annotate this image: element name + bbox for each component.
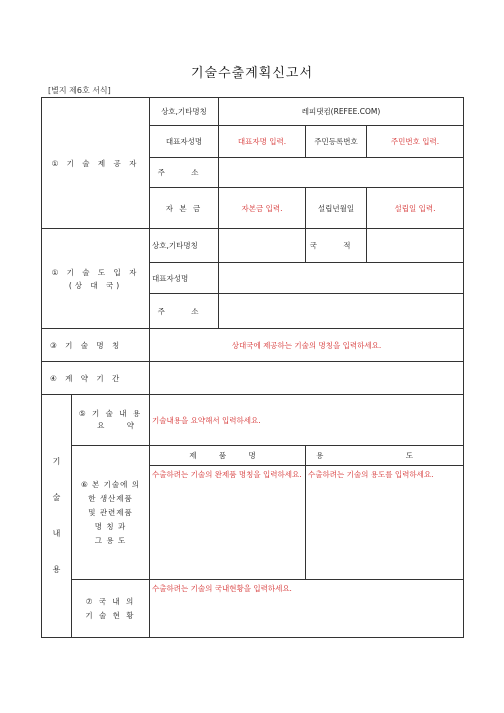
tech-name-label: ③ 기 술 명 칭 [42, 329, 150, 362]
products-label-line4: 명 칭 과 [94, 521, 127, 531]
tech-summary-label-line2: 요 약 [97, 421, 144, 430]
importer-country-label: 국 적 [306, 229, 367, 263]
importer-rep-label: 대표자성명 [150, 263, 219, 294]
vertical-char-3: 내 [52, 529, 61, 538]
importer-country-value[interactable] [367, 229, 464, 263]
importer-company-value[interactable] [219, 229, 306, 263]
importer-section-title: ① 기 술 도 입 자 [51, 267, 140, 277]
tech-name-value[interactable]: 상대국에 제공하는 기술의 명칭을 입력하세요. [150, 329, 464, 362]
products-label-line2: 한 생산제품 [88, 493, 133, 503]
contract-period-value[interactable] [150, 362, 464, 395]
provider-address-label: 주 소 [150, 158, 219, 188]
contract-period-label: ④ 계 약 기 간 [42, 362, 150, 395]
provider-company-value[interactable]: 레피댓컴(REFEE.COM) [219, 98, 464, 126]
provider-address-value[interactable] [219, 158, 464, 188]
importer-section-subtitle: (상 대 국) [68, 280, 123, 290]
importer-company-label: 상호,기타명칭 [150, 229, 219, 263]
provider-rrn-label: 주민등록번호 [306, 126, 367, 158]
provider-company-label: 상호,기타명칭 [150, 98, 219, 126]
provider-capital-label: 자 본 금 [150, 188, 219, 229]
domestic-status-label-line1: ⑦ 국 내 의 [85, 596, 136, 606]
tech-summary-label-line1: ⑤ 기 술 내 용 [78, 409, 143, 418]
products-label-line5: 그 용 도 [94, 535, 127, 545]
usage-value[interactable]: 수출하려는 기술의 용도를 입력하세요. [306, 466, 464, 580]
provider-rep-value[interactable]: 대표자명 입력. [219, 126, 306, 158]
domestic-status-label [72, 580, 150, 638]
product-name-value[interactable]: 수출하려는 기술의 완제품 명칭을 입력하세요. [150, 466, 306, 580]
importer-address-label: 주 소 [150, 294, 219, 329]
form-number-label: [별지 제6호 서식] [48, 86, 111, 95]
importer-rep-value[interactable] [219, 263, 464, 294]
vertical-char-2: 술 [52, 493, 61, 502]
vertical-char-4: 용 [52, 565, 61, 574]
document-title: 기술수출계획신고서 [190, 66, 314, 81]
provider-section-label: ① 기 술 제 공 자 [42, 98, 150, 229]
usage-header: 용 도 [306, 446, 464, 466]
importer-section-label [42, 229, 150, 329]
tech-content-vertical-label [42, 395, 72, 638]
provider-founded-label: 설립년월일 [306, 188, 367, 229]
vertical-char-1: 기 [52, 457, 61, 466]
provider-capital-value[interactable]: 자본금 입력. [219, 188, 306, 229]
provider-founded-value[interactable]: 설립일 입력. [367, 188, 464, 229]
domestic-status-value[interactable]: 수출하려는 기술의 국내현황을 입력하세요. [150, 580, 464, 638]
tech-summary-label [72, 395, 150, 446]
report-form-table [41, 97, 464, 638]
products-label-line3: 및 관련제품 [88, 507, 133, 517]
tech-summary-value[interactable]: 기술내용을 요약해서 입력하세요. [150, 395, 464, 446]
domestic-status-label-line2: 기 술 현 황 [85, 610, 136, 620]
products-label-line1: ⑥ 본 기술에 의 [80, 479, 141, 489]
product-name-header: 제 품 명 [150, 446, 306, 466]
provider-rep-label: 대표자성명 [150, 126, 219, 158]
products-label [72, 446, 150, 580]
importer-address-value[interactable] [219, 294, 464, 329]
provider-rrn-value[interactable]: 주민번호 입력. [367, 126, 464, 158]
